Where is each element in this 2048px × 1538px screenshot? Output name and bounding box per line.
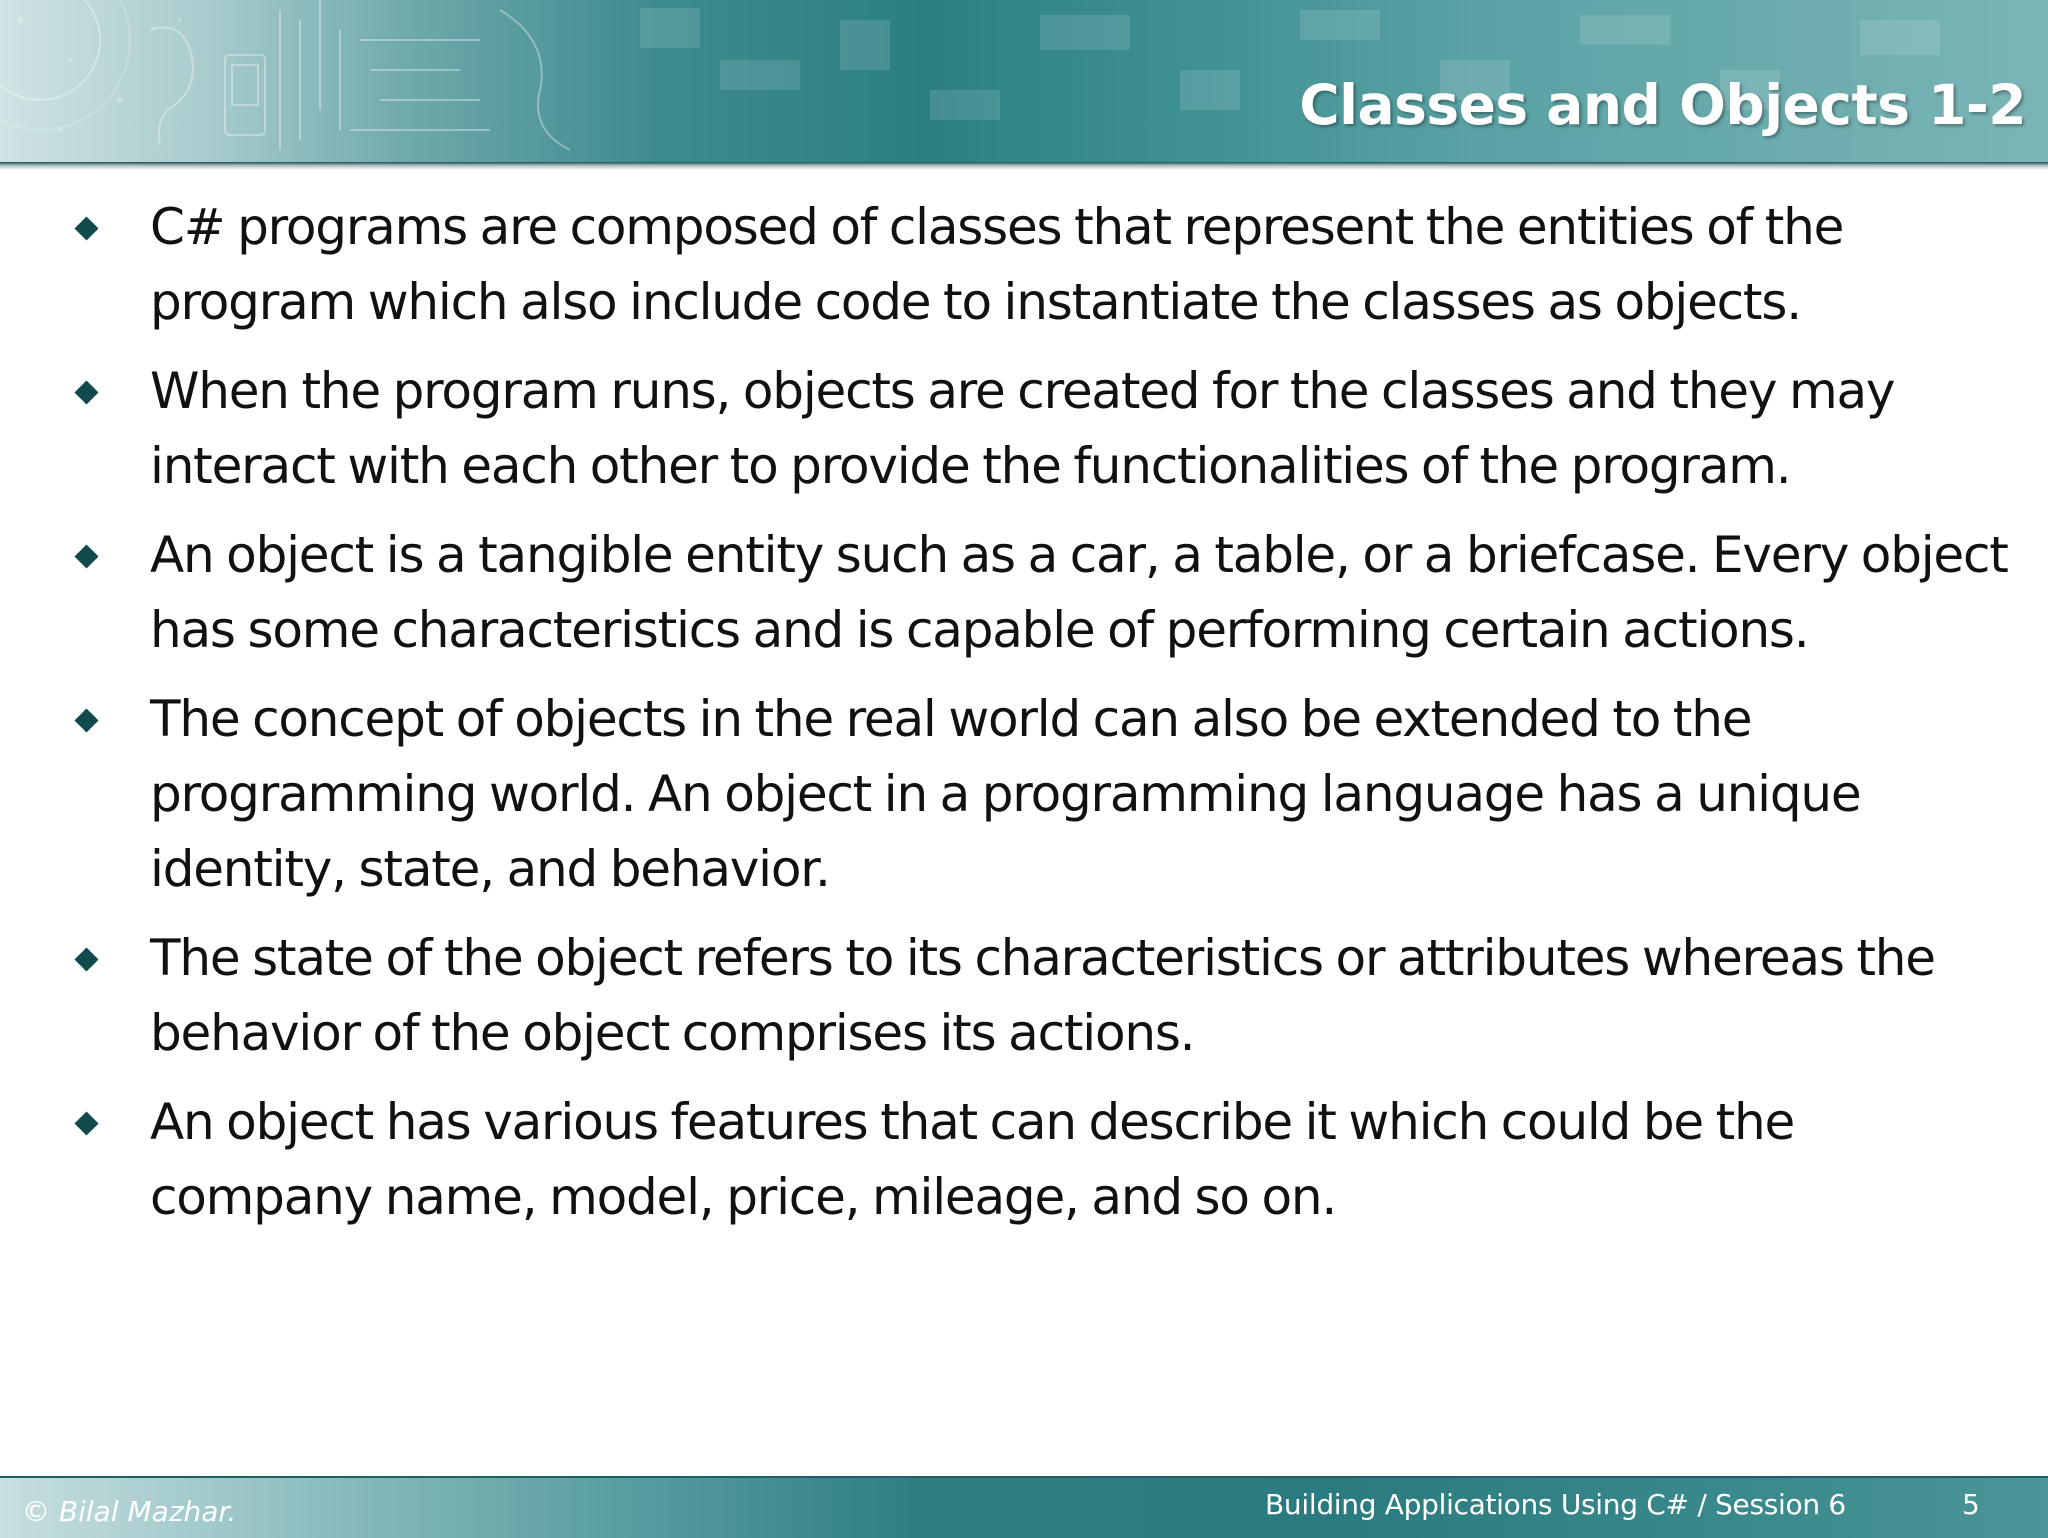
bullet-item xyxy=(0,1085,2048,1235)
diamond-bullet-icon xyxy=(74,544,98,568)
slide-title: Classes and Objects 1-2 xyxy=(1299,73,2026,137)
bullet-item xyxy=(0,921,2048,1071)
bullet-text: The concept of objects in the real world can also be extended to the programming world. An object in a programming language has a unique identity, state, and behavior. xyxy=(150,690,1861,898)
bullet-list xyxy=(0,190,2048,1249)
diamond-bullet-icon xyxy=(74,216,98,240)
slide-header-banner xyxy=(0,0,2048,162)
bullet-item xyxy=(0,518,2048,668)
bullet-text: When the program runs, objects are created for the classes and they may interact with each other to provide the functionalities of the program. xyxy=(150,362,1895,495)
diamond-bullet-icon xyxy=(74,1111,98,1135)
page-number: 5 xyxy=(1962,1488,1980,1521)
diamond-bullet-icon xyxy=(74,708,98,732)
header-divider xyxy=(0,162,2048,170)
diamond-bullet-icon xyxy=(74,380,98,404)
bullet-item xyxy=(0,190,2048,340)
course-session-label: Building Applications Using C# / Session 6 xyxy=(1265,1488,1846,1521)
bullet-text: The state of the object refers to its characteristics or attributes whereas the behavior of the object comprises its actions. xyxy=(150,929,1935,1062)
bullet-text: An object has various features that can describe it which could be the company name, model, price, mileage, and so on. xyxy=(150,1093,1795,1226)
copyright-text: © Bilal Mazhar. xyxy=(22,1495,237,1528)
bullet-item xyxy=(0,682,2048,907)
bullet-text: C# programs are composed of classes that represent the entities of the program which also include code to instantiate the classes as objects. xyxy=(150,198,1844,331)
bullet-text: An object is a tangible entity such as a car, a table, or a briefcase. Every object has some characteristics and is capable of performing certain actions. xyxy=(150,526,2008,659)
slide-footer xyxy=(0,1476,2048,1538)
bullet-item xyxy=(0,354,2048,504)
diamond-bullet-icon xyxy=(74,947,98,971)
